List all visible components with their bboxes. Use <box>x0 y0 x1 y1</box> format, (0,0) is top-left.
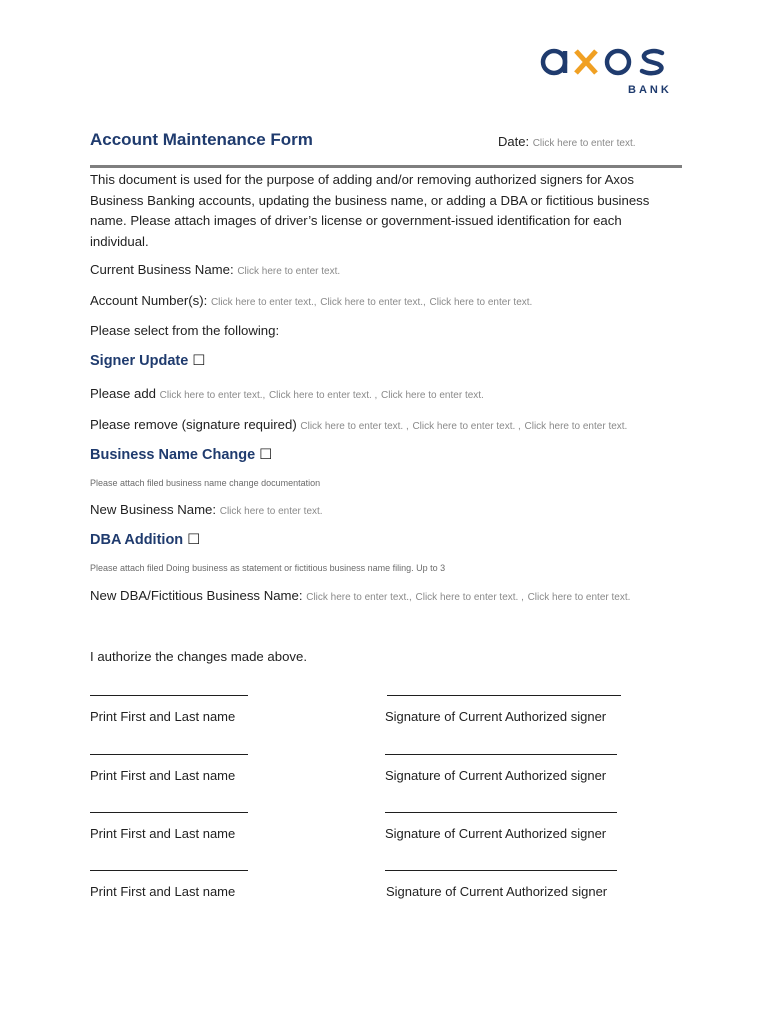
signer-remove-field-1[interactable]: Click here to enter text. , <box>300 421 409 432</box>
signer-add-label: Please add <box>90 386 156 401</box>
business-name-change-title: Business Name Change <box>90 447 256 463</box>
signer-update-checkbox[interactable]: ☐ <box>192 353 206 369</box>
intro-paragraph: This document is used for the purpose of adding and/or removing authorized signers for Axos Business Banking accounts, updating the business name, or adding a DBA or fictitious business name. Please attach images of driver’s license or government-issued identification for each individual. <box>90 172 650 249</box>
new-business-name-row <box>90 502 323 517</box>
business-name-row <box>90 262 340 277</box>
print-name-line[interactable] <box>90 695 248 696</box>
print-name-line[interactable] <box>90 870 248 871</box>
account-number-field-2[interactable]: Click here to enter text., <box>320 297 426 308</box>
signer-remove-field-3[interactable]: Click here to enter text. <box>524 421 628 432</box>
dba-addition-checkbox[interactable]: ☐ <box>187 532 201 548</box>
new-dba-field-1[interactable]: Click here to enter text., <box>306 592 412 603</box>
business-name-change-note: Please attach filed business name change documentation <box>90 478 321 488</box>
new-dba-label: New DBA/Fictitious Business Name: <box>90 588 303 603</box>
signer-add-field-3[interactable]: Click here to enter text. <box>381 390 484 401</box>
dba-addition-heading <box>90 532 200 548</box>
signature-label: Signature of Current Authorized signer <box>385 709 607 724</box>
signature-label: Signature of Current Authorized signer <box>385 826 607 841</box>
business-name-label: Current Business Name: <box>90 262 234 277</box>
account-number-field-3[interactable]: Click here to enter text. <box>429 297 533 308</box>
date-field[interactable]: Click here to enter text. <box>532 138 636 149</box>
new-dba-field-2[interactable]: Click here to enter text. , <box>415 592 524 603</box>
print-name-line[interactable] <box>90 812 248 813</box>
signature-line[interactable] <box>385 754 617 755</box>
select-prompt: Please select from the following: <box>90 323 280 338</box>
signer-remove-field-2[interactable]: Click here to enter text. , <box>412 421 521 432</box>
account-numbers-label: Account Number(s): <box>90 293 208 308</box>
axos-logo-mark <box>538 42 678 82</box>
authorize-statement: I authorize the changes made above. <box>90 649 308 664</box>
print-name-label: Print First and Last name <box>90 709 236 724</box>
business-name-change-checkbox[interactable]: ☐ <box>259 447 273 463</box>
print-name-label: Print First and Last name <box>90 884 236 899</box>
signature-label: Signature of Current Authorized signer <box>386 884 608 899</box>
new-dba-field-3[interactable]: Click here to enter text. <box>527 592 631 603</box>
form-title: Account Maintenance Form <box>90 130 313 149</box>
header-divider <box>90 165 682 168</box>
account-number-field-1[interactable]: Click here to enter text., <box>210 297 317 308</box>
signer-update-heading <box>90 353 205 369</box>
dba-addition-title: DBA Addition <box>90 532 184 548</box>
business-name-change-heading <box>90 447 272 463</box>
print-name-label: Print First and Last name <box>90 768 236 783</box>
signature-label: Signature of Current Authorized signer <box>385 768 607 783</box>
business-name-field[interactable]: Click here to enter text. <box>237 266 341 277</box>
print-name-line[interactable] <box>90 754 248 755</box>
signer-remove-label: Please remove (signature required) <box>90 417 297 432</box>
dba-addition-note: Please attach filed Doing business as statement or fictitious business name filing. Up to 3 <box>90 563 446 573</box>
new-business-name-field[interactable]: Click here to enter text. <box>219 506 323 517</box>
signer-add-field-2[interactable]: Click here to enter text. , <box>268 390 378 401</box>
new-business-name-label: New Business Name: <box>90 502 217 517</box>
signature-line[interactable] <box>385 870 617 871</box>
signer-remove-row <box>90 417 627 432</box>
account-numbers-row <box>90 293 532 308</box>
signer-add-row <box>90 386 484 401</box>
signature-line[interactable] <box>385 812 617 813</box>
date-row <box>498 134 636 149</box>
new-dba-row <box>90 588 630 603</box>
date-label: Date: <box>498 134 530 149</box>
signer-add-field-1[interactable]: Click here to enter text., <box>159 390 266 401</box>
print-name-label: Print First and Last name <box>90 826 236 841</box>
signature-line[interactable] <box>387 695 621 696</box>
signer-update-title: Signer Update <box>90 353 189 369</box>
bank-wordmark: BANK <box>628 84 672 96</box>
